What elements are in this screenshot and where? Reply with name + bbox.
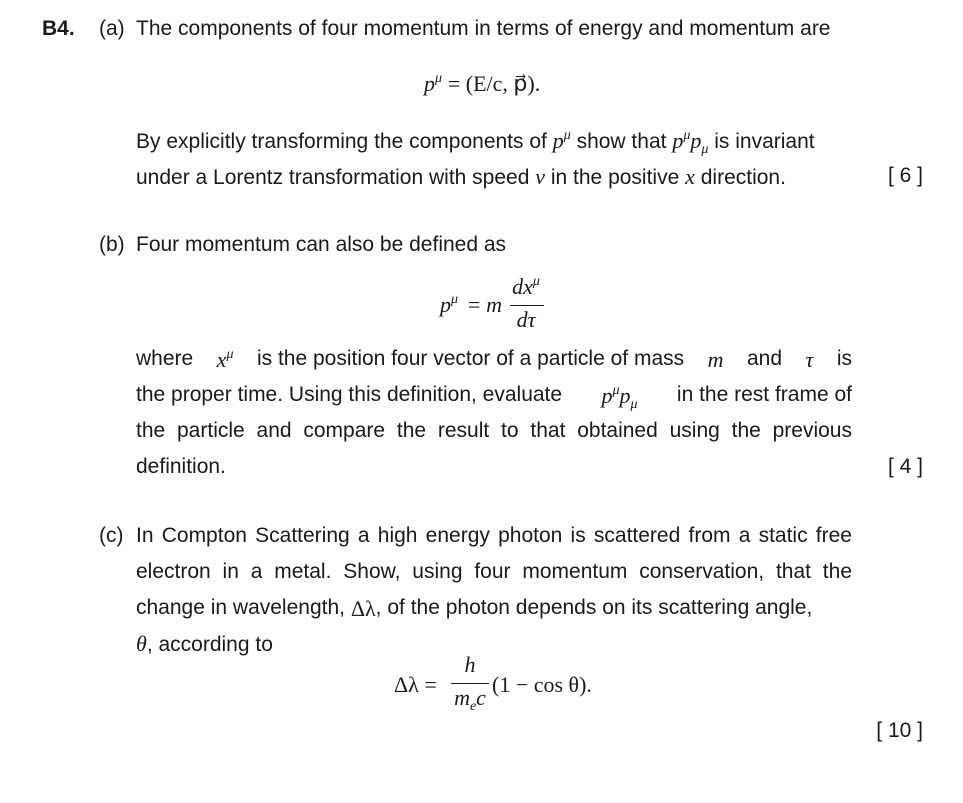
part-a-line-2: under a Lorentz transformation with speed v in the positive x direction. [136,164,786,189]
part-b-line-2: the proper time. Using this definition, evaluate $p^\mu p_\mu$ in the rest frame of [136,383,852,412]
part-a-label: (a) [99,17,125,40]
part-c-line-3: change in wavelength, Δλ , of the photon depends on its scattering angle, [136,596,813,621]
part-c-marks: [ 10 ] [876,719,923,742]
part-a-marks: [ 6 ] [887,164,923,187]
part-a-intro: The components of four momentum in terms of energy and momentum are [136,17,831,40]
part-b-intro: Four momentum can also be defined as [136,233,507,256]
part-b-marks: [ 4 ] [887,455,923,478]
part-b-line-1: where $x^\mu$ is the position four vector of a particle of mass m and τ is [136,347,852,372]
part-c-line-1: In Compton Scattering a high energy photon is scattered from a static free [136,524,852,547]
question-number: B4. [42,17,75,40]
part-a-line-1: By explicitly transforming the components of $p^\mu$ show that $p^\mu p_\mu$ is invariant [136,128,815,157]
part-b-line-3: the particle and compare the result to that obtained using the previous [136,419,852,442]
part-c-line-2: electron in a metal. Show, using four momentum conservation, that the [136,560,852,583]
part-c-line-4: θ, according to [136,631,273,656]
part-b-line-4: definition. [136,455,226,478]
part-a-equation: $p^\mu = (E/c$, p⃗). [424,71,541,96]
part-c-label: (c) [99,524,124,547]
part-b-label: (b) [99,233,125,256]
